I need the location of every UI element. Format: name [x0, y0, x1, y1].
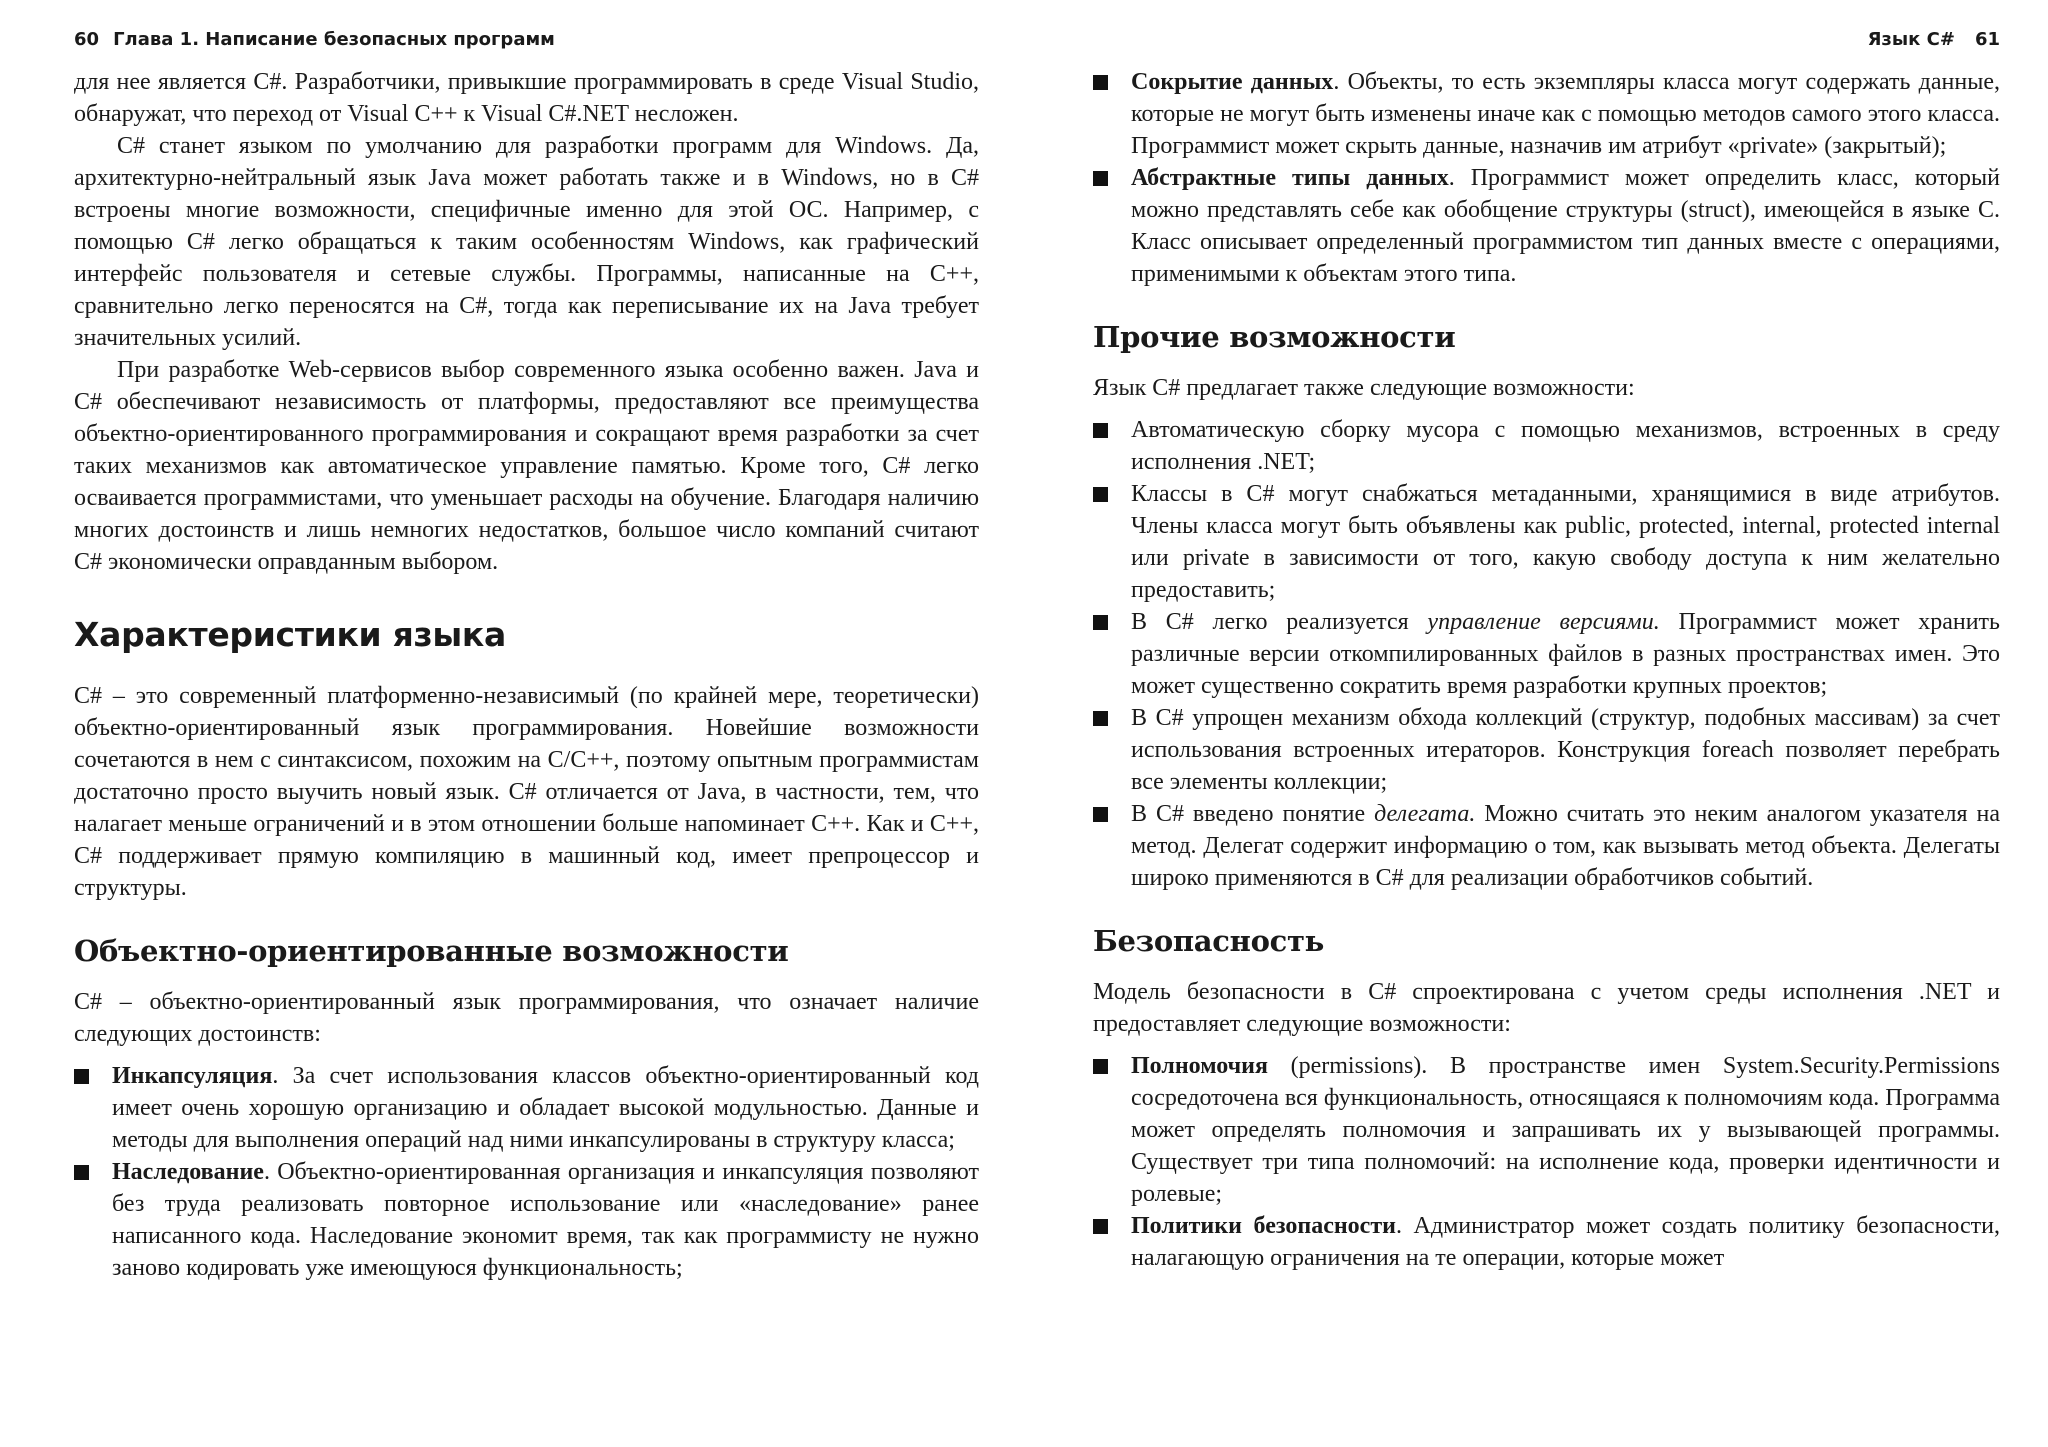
- square-bullet-icon: [1093, 1059, 1108, 1074]
- bullet-list: [1093, 414, 2000, 894]
- list-item: [74, 1156, 979, 1284]
- paragraph: для нее является C#. Разработчики, привыкшие программировать в среде Visual Studio, обнаружат, что переход от Visual C++ к Visual C#.NET несложен.: [74, 69, 979, 127]
- list-item-text: В C# введено понятие: [1131, 801, 1375, 827]
- list-item: [1093, 606, 2000, 702]
- list-item-text: Программист может хранить различные версии откомпилированных файлов в разных пространствах имен. Это может существенно сократить время разработки крупных проектов;: [1131, 609, 2000, 699]
- list-item: [1093, 798, 2000, 894]
- list-item-text: . За счет использования классов объектно-ориентированный код имеет очень хорошую организацию и обладает высокой модульностью. Данные и методы для выполнения операций над ними инкапсулированы в структуру класса;: [112, 1063, 979, 1153]
- square-bullet-icon: [74, 1069, 89, 1084]
- list-item-text: (permissions). В пространстве имен System.Security.Permissions сосредоточена вся функциональность, относящаяся к полномочиям кода. Программа может определять полномочия и запрашивать их у вызывающей программы. Существует три типа полномочий: на исполнение кода, проверки идентичности и ролевые;: [1131, 1053, 2000, 1207]
- italic-term: делегата.: [1374, 801, 1476, 827]
- square-bullet-icon: [1093, 423, 1108, 438]
- paragraph: При разработке Web-сервисов выбор современного языка особенно важен. Java и C# обеспечивают независимость от платформы, предоставляют все преимущества объектно-ориентированного программирования и сокращают время разработки за счет таких механизмов как автоматическое управление памятью. Кроме того, C# легко осваивается программистами, что уменьшает расходы на обучение. Благодаря наличию многих достоинств и лишь немногих недостатков, большое число компаний считают C# экономически оправданным выбором.: [74, 357, 979, 575]
- square-bullet-icon: [1093, 487, 1108, 502]
- list-item: [74, 1060, 979, 1156]
- list-item-text: . Объекты, то есть экземпляры класса могут содержать данные, которые не могут быть изменены иначе как с помощью методов самого этого класса. Программист может скрыть данные, назначив им атрибут «private» (закрытый);: [1131, 69, 2000, 159]
- list-item-text: В C# упрощен механизм обхода коллекций (структур, подобных массивам) за счет использования встроенных итераторов. Конструкция foreach позволяет перебрать все элементы коллекции;: [1131, 705, 2000, 795]
- list-item: [1093, 478, 2000, 606]
- square-bullet-icon: [1093, 615, 1108, 630]
- list-item-text: Автоматическую сборку мусора с помощью механизмов, встроенных в среду исполнения .NET;: [1131, 417, 2000, 475]
- subsection-heading: Прочие возможности: [1093, 320, 1456, 354]
- bullet-list: [1093, 66, 2000, 290]
- list-item-term: Инкапсуляция: [112, 1063, 273, 1089]
- list-item-text: Классы в C# могут снабжаться метаданными, хранящимися в виде атрибутов. Члены класса могут быть объявлены как public, protected, internal, protected internal или private в зависимости от того, какую свободу доступа к ним желательно предоставить;: [1131, 481, 2000, 603]
- subsection-heading: Безопасность: [1093, 924, 1325, 958]
- right-section-title: Язык C#: [1867, 29, 1955, 50]
- right-page-content: [1093, 66, 2000, 1274]
- list-item: [1093, 162, 2000, 290]
- list-item: [1093, 1210, 2000, 1274]
- subsection-heading: Объектно-ориентированные возможности: [74, 934, 789, 968]
- square-bullet-icon: [74, 1165, 89, 1180]
- square-bullet-icon: [1093, 1219, 1108, 1234]
- left-chapter-title: Глава 1. Написание безопасных программ: [113, 29, 555, 50]
- list-item-text: В C# легко реализуется: [1131, 609, 1428, 635]
- list-item-term: Сокрытие данных: [1131, 69, 1334, 95]
- paragraph: Модель безопасности в C# спроектирована с учетом среды исполнения .NET и предоставляет следующие возможности:: [1093, 979, 2000, 1037]
- left-page-content: [74, 66, 979, 1284]
- list-item-text: Можно считать это неким аналогом указателя на метод. Делегат содержит информацию о том, как вызывать метод объекта. Делегаты широко применяются в C# для реализации обработчиков событий.: [1131, 801, 2000, 891]
- paragraph: C# – это современный платформенно-независимый (по крайней мере, теоретически) объектно-ориентированный язык программирования. Новейшие возможности сочетаются в нем с синтаксисом, похожим на C/C++, поэтому опытным программистам достаточно просто выучить новый язык. C# отличается от Java, в частности, тем, что налагает меньше ограничений и в этом отношении больше напоминает C++. Как и C++, C# поддерживает прямую компиляцию в машинный код, имеет препроцессор и структуры.: [74, 683, 979, 901]
- list-item-text: . Объектно-ориентированная организация и инкапсуляция позволяют без труда реализовать повторное использование или «наследование» ранее написанного кода. Наследование экономит время, так как программисту не нужно заново кодировать уже имеющуюся функциональность;: [112, 1159, 979, 1281]
- list-item-text: . Программист может определить класс, который можно представлять себе как обобщение структуры (struct), имеющейся в языке С. Класс описывает определенный программистом тип данных вместе с операциями, применимыми к объектам этого типа.: [1131, 165, 2001, 287]
- right-page-number: 61: [1974, 29, 2000, 50]
- list-item-term: Политики безопасности: [1131, 1213, 1396, 1239]
- bullet-list: [1093, 1050, 2000, 1274]
- section-heading: Характеристики языка: [74, 615, 506, 654]
- list-item-term: Наследование: [112, 1159, 264, 1185]
- list-item-term: Абстрактные типы данных: [1131, 165, 1449, 191]
- list-item: [1093, 1050, 2000, 1210]
- square-bullet-icon: [1093, 711, 1108, 726]
- list-item-term: Полномочия: [1131, 1053, 1268, 1079]
- square-bullet-icon: [1093, 807, 1108, 822]
- list-item-text: . Администратор может создать политику безопасности, налагающую ограничения на те операции, которые может: [1131, 1213, 2000, 1271]
- left-page-number: 60: [74, 29, 100, 50]
- paragraph: C# станет языком по умолчанию для разработки программ для Windows. Да, архитектурно-нейтральный язык Java может работать также и в Windows, но в C# встроены многие возможности, специфичные именно для этой ОС. Например, с помощью C# легко обращаться к таким особенностям Windows, как графический интерфейс пользователя и сетевые службы. Программы, написанные на C++, сравнительно легко переносятся на C#, тогда как переписывание их на Java требует значительных усилий.: [74, 133, 979, 351]
- bullet-list: [74, 1060, 979, 1284]
- paragraph: C# – объектно-ориентированный язык программирования, что означает наличие следующих достоинств:: [74, 989, 979, 1047]
- list-item: [1093, 414, 2000, 478]
- right-running-head: [1868, 29, 2000, 50]
- left-running-head: [74, 29, 555, 50]
- paragraph: Язык C# предлагает также следующие возможности:: [1093, 375, 1635, 401]
- square-bullet-icon: [1093, 75, 1108, 90]
- list-item: [1093, 702, 2000, 798]
- italic-term: управление версиями.: [1427, 609, 1660, 635]
- square-bullet-icon: [1093, 171, 1108, 186]
- list-item: [1093, 66, 2000, 162]
